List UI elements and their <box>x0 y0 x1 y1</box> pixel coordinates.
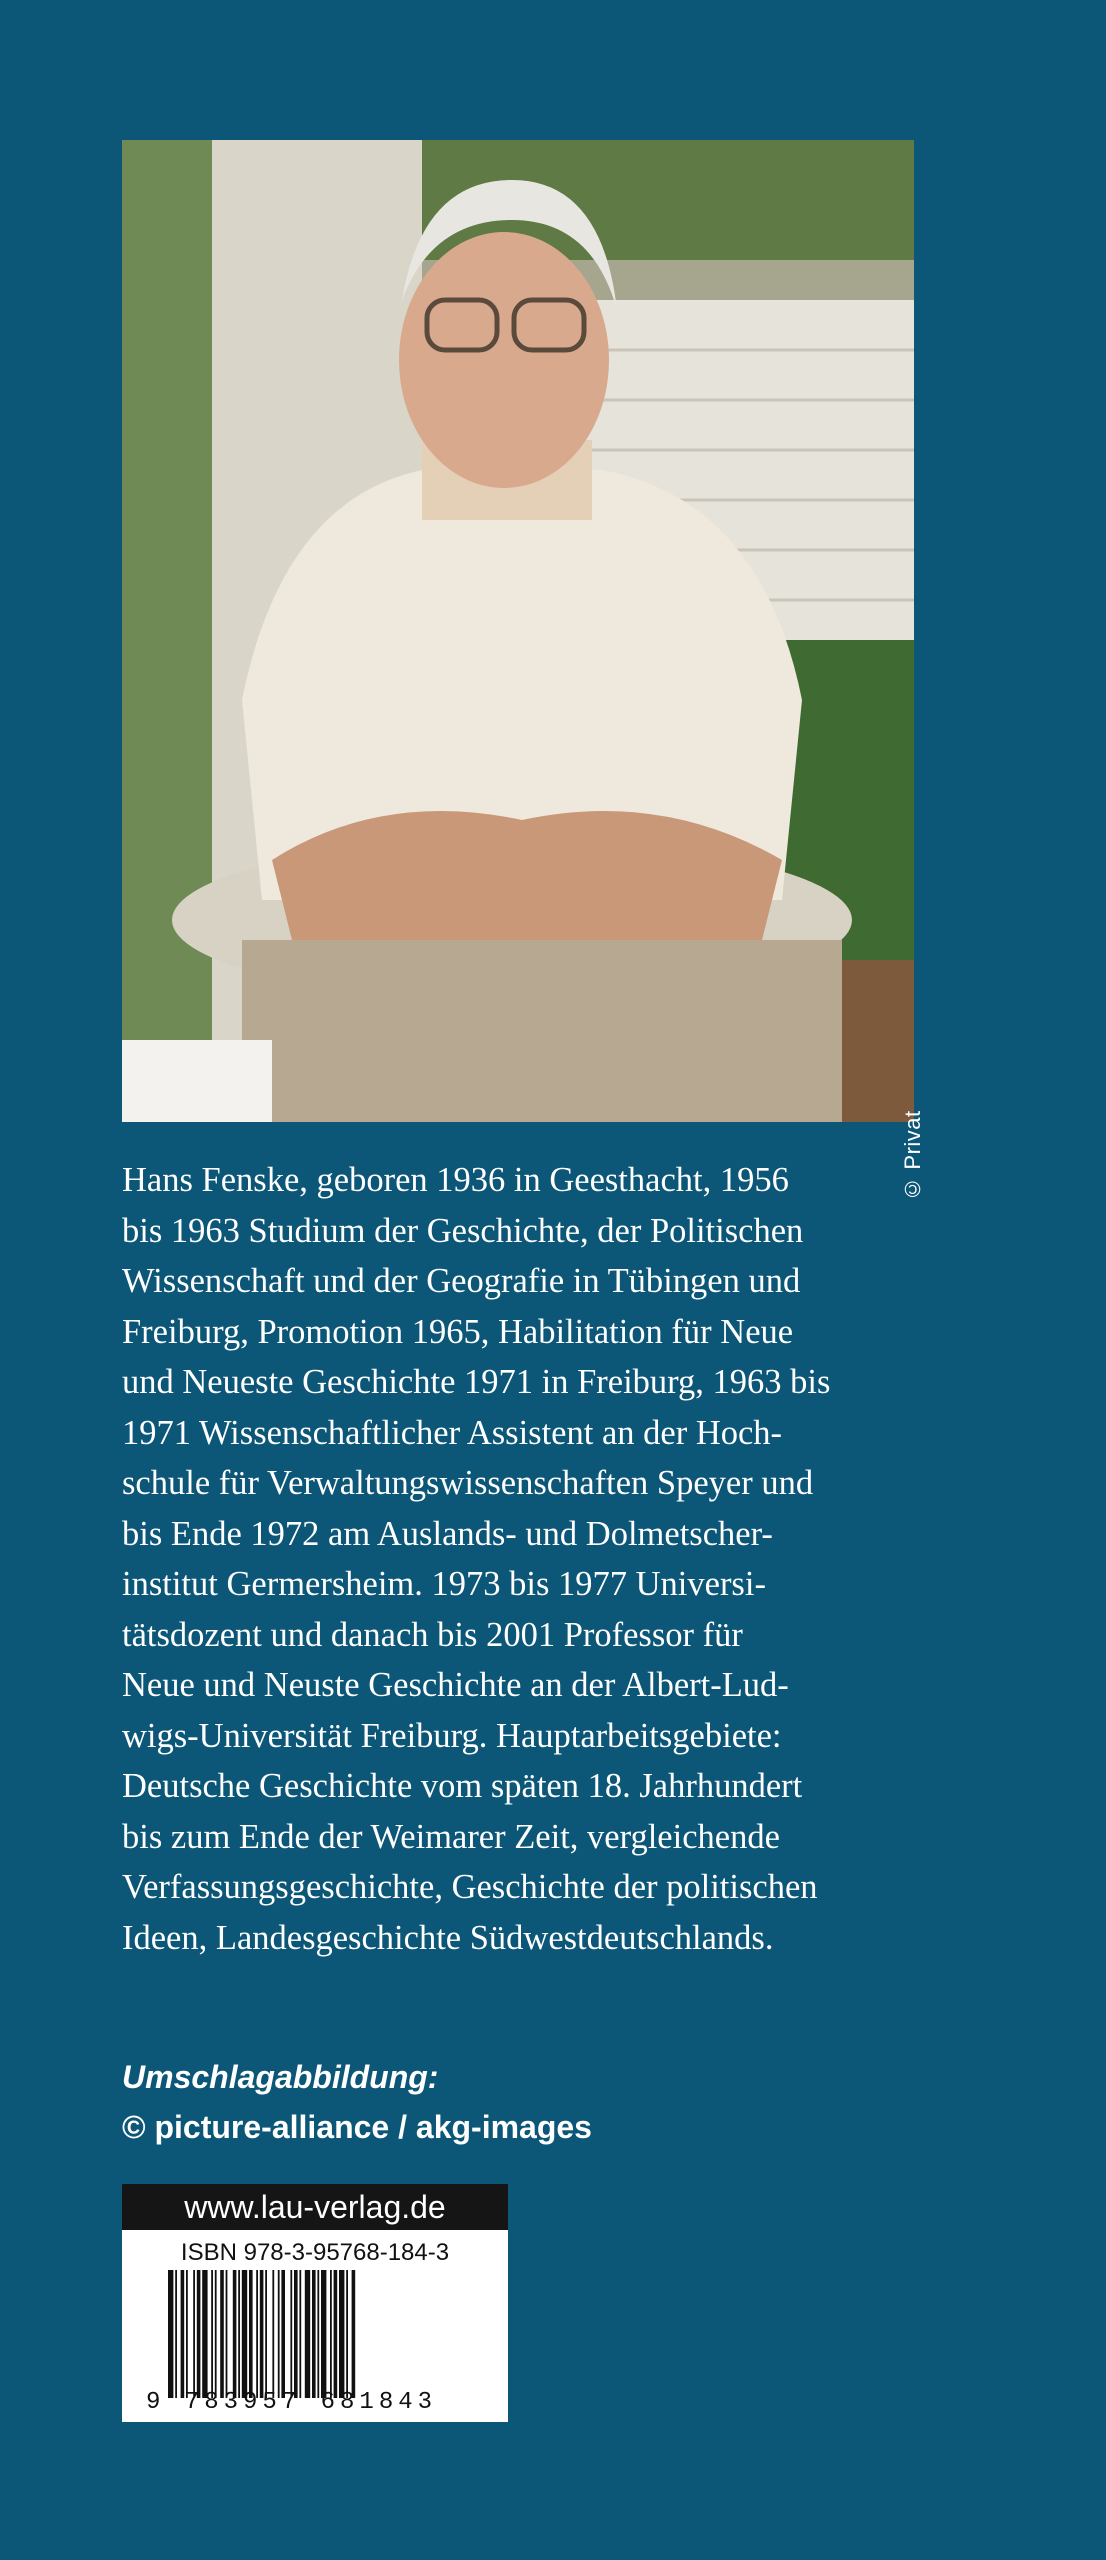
barcode-bar <box>220 2270 224 2398</box>
barcode-bar <box>202 2270 207 2398</box>
bio-line: Neue und Neuste Geschichte an der Albert-Lud- <box>122 1666 789 1704</box>
barcode-bar <box>265 2270 267 2398</box>
cover-credit-label: Umschlagabbildung: <box>122 2059 439 2095</box>
barcode-bar <box>249 2270 253 2398</box>
barcode-bar <box>238 2270 240 2398</box>
bio-line: Hans Fenske, geboren 1936 in Geesthacht, 1956 <box>122 1161 789 1199</box>
barcode-bar <box>305 2270 310 2398</box>
barcode-bar <box>256 2270 258 2398</box>
barcode-bar <box>330 2270 332 2398</box>
barcode-bar <box>294 2270 298 2398</box>
barcode-bar <box>339 2270 344 2398</box>
bio-line: bis Ende 1972 am Auslands- und Dolmetscher- <box>122 1514 773 1553</box>
bio-line: Verfassungsgeschichte, Geschichte der politischen <box>122 1868 818 1906</box>
barcode-bar <box>211 2270 213 2398</box>
barcode-bar <box>193 2270 195 2398</box>
barcode-bar <box>321 2270 326 2398</box>
publisher-url: www.lau-verlag.de <box>122 2184 508 2230</box>
barcode-bar <box>312 2270 316 2398</box>
barcode-bar <box>242 2270 247 2398</box>
isbn-number: ISBN 978-3-95768-184-3 <box>180 2239 450 2266</box>
bio-line: Deutsche Geschichte vom späten 18. Jahrhundert <box>122 1767 803 1805</box>
barcode-bar <box>186 2270 188 2398</box>
cover-image-credit <box>122 2052 592 2152</box>
barcode-bar <box>281 2270 285 2398</box>
barcode-bar <box>197 2270 201 2398</box>
barcode-bar <box>352 2270 356 2398</box>
barcode-bar <box>168 2270 173 2398</box>
author-biography <box>122 1155 922 1963</box>
photo-credit: © Privat <box>900 1110 925 1202</box>
barcode-digits: 9 783957 681843 <box>146 2389 438 2416</box>
bio-line: 1971 Wissenschaftlicher Assistent an der Hoch- <box>122 1413 783 1452</box>
barcode-bar <box>278 2270 280 2398</box>
barcode-bar <box>334 2270 338 2398</box>
barcode-bar <box>226 2270 228 2398</box>
barcode-bar <box>290 2270 292 2398</box>
barcode-bar <box>346 2270 348 2398</box>
author-portrait-image <box>122 140 914 1122</box>
bio-line: bis zum Ende der Weimarer Zeit, vergleichende <box>122 1817 780 1856</box>
barcode-bar <box>215 2270 217 2398</box>
bio-line: Wissenschaft und der Geografie in Tübingen und <box>122 1262 801 1300</box>
bio-line: wigs-Universität Freiburg. Hauptarbeitsgebiete: <box>122 1716 782 1755</box>
bio-line: tätsdozent und danach bis 2001 Professor für <box>122 1615 743 1654</box>
barcode-bars <box>168 2270 488 2398</box>
barcode-bar <box>260 2270 264 2398</box>
bio-line: schule für Verwaltungswissenschaften Speyer und <box>122 1464 814 1502</box>
bio-line: bis 1963 Studium der Geschichte, der Politischen <box>122 1211 804 1250</box>
bio-line: institut Germersheim. 1973 bis 1977 Universi- <box>122 1565 766 1603</box>
barcode-bar <box>233 2270 237 2398</box>
barcode-bar <box>175 2270 177 2398</box>
barcode-bar <box>317 2270 319 2398</box>
bio-line: Freiburg, Promotion 1965, Habilitation für Neue <box>122 1312 794 1351</box>
bio-line: Ideen, Landesgeschichte Südwestdeutschlands. <box>122 1918 774 1957</box>
barcode-bar <box>272 2270 274 2398</box>
bio-line: und Neueste Geschichte 1971 in Freiburg, 1963 bis <box>122 1363 831 1401</box>
isbn-barcode-box <box>122 2184 508 2422</box>
cover-credit-value: © picture-alliance / akg-images <box>122 2109 592 2145</box>
barcode-bar <box>181 2270 185 2398</box>
barcode-bar <box>299 2270 301 2398</box>
